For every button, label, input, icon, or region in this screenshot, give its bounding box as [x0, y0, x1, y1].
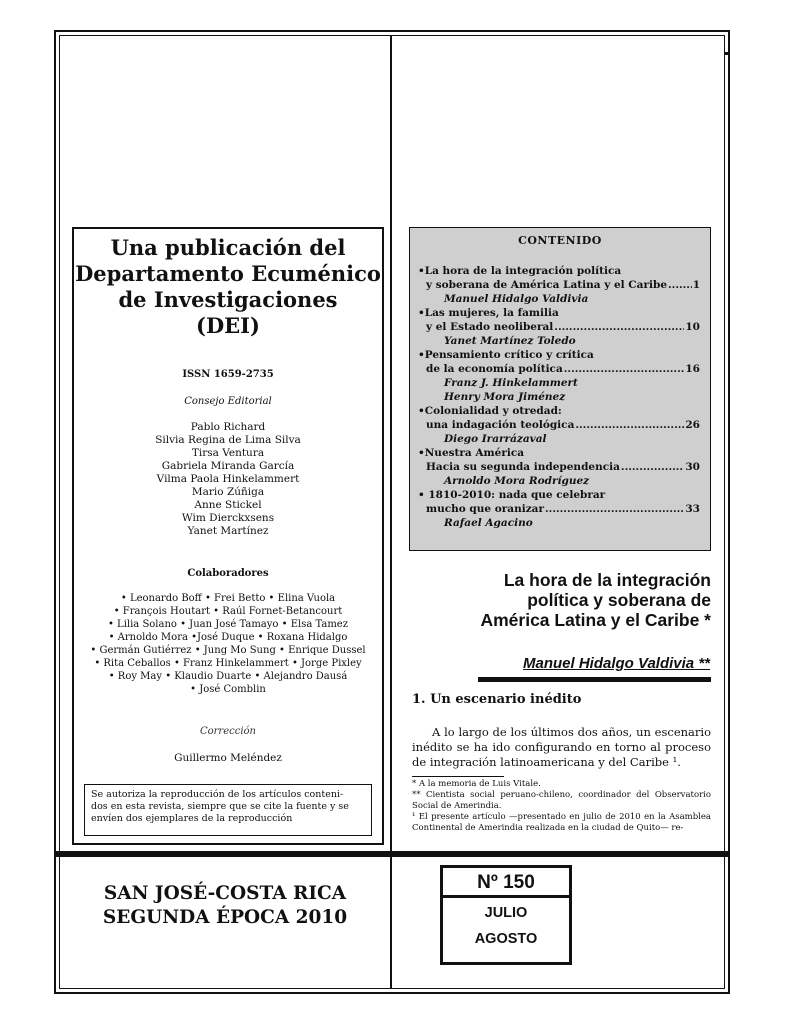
- corrector-name: Guillermo Meléndez: [174, 752, 282, 764]
- toc-item[interactable]: [418, 446, 700, 488]
- toc-author: Henry Mora Jiménez: [444, 391, 566, 403]
- contents-heading: CONTENIDO: [518, 234, 602, 247]
- colaboradores-line: • Lilia Solano • Juan José Tamayo • Elsa Tamez: [107, 619, 348, 630]
- colaboradores-line: • Rita Ceballos • Franz Hinkelammert • Jorge Pixley: [94, 658, 362, 669]
- toc-author: Yanet Martínez Toledo: [444, 335, 576, 347]
- toc-item-line: [418, 502, 700, 516]
- colaboradores-line: • François Houtart • Raúl Fornet-Betancourt: [113, 606, 343, 617]
- toc-author: Manuel Hidalgo Valdivia: [444, 293, 589, 305]
- toc-leader: [621, 460, 684, 474]
- place-line: SAN JOSÉ-COSTA RICA: [103, 883, 347, 904]
- toc-item-subtitle: mucho que oranizar: [426, 503, 545, 515]
- toc-item[interactable]: [418, 404, 700, 446]
- corner-mark: [724, 52, 730, 55]
- publication-title: [74, 235, 382, 339]
- toc-page-number: 33: [685, 503, 700, 515]
- article-title-line: política y soberana de: [527, 590, 711, 610]
- section-heading: 1. Un escenario inédito: [412, 692, 582, 707]
- toc-leader: [545, 502, 684, 516]
- colaboradores-list: [74, 592, 382, 696]
- toc-item-line: [418, 418, 700, 432]
- notice-line: dos en esta revista, siempre que se cite la fuente y se: [91, 801, 349, 812]
- toc-item-subtitle: una indagación teológica: [426, 419, 575, 431]
- footer-divider: [390, 857, 392, 989]
- toc-author: Arnoldo Mora Rodríguez: [444, 475, 590, 487]
- toc-page-number: 30: [685, 461, 700, 473]
- article-title-line: La hora de la integración: [503, 570, 711, 590]
- toc-item-line: [418, 460, 700, 474]
- toc-leader: [564, 362, 685, 376]
- article-title: [415, 570, 711, 630]
- footer-rule: [54, 851, 730, 857]
- author-underline-bar: [478, 677, 711, 682]
- publication-title-line: de Investigaciones: [118, 287, 338, 312]
- notice-line: envíen dos ejemplares de la reproducción: [91, 813, 293, 824]
- toc-author: Franz J. Hinkelammert: [444, 377, 578, 389]
- issue-box: [440, 865, 572, 965]
- issue-number: Nº 150: [443, 868, 569, 898]
- footnotes: [412, 779, 711, 834]
- edition-line: SEGUNDA ÉPOCA 2010: [102, 907, 348, 928]
- publication-title-line: Una publicación del: [110, 235, 346, 260]
- toc-leader: [668, 278, 692, 292]
- publication-title-line: (DEI): [196, 313, 260, 338]
- article-title-line: América Latina y el Caribe *: [480, 610, 711, 630]
- toc-page-number: 10: [685, 321, 700, 333]
- correccion-label: Corrección: [199, 726, 256, 737]
- consejo-member: Vilma Paola Hinkelammert: [156, 473, 300, 485]
- consejo-member: Gabriela Miranda García: [161, 460, 295, 472]
- colaboradores-line: • Arnoldo Mora •José Duque • Roxana Hidalgo: [108, 632, 348, 643]
- consejo-editorial-label: Consejo Editorial: [184, 396, 272, 407]
- consejo-member: Wim Dierckxsens: [181, 512, 275, 524]
- consejo-member: Silvia Regina de Lima Silva: [155, 434, 301, 446]
- column-divider: [390, 35, 392, 855]
- toc-item-title: •Nuestra América: [418, 447, 525, 459]
- toc-item-subtitle: Hacia su segunda independencia: [426, 461, 620, 473]
- toc-page-number: 16: [685, 363, 700, 375]
- consejo-member: Mario Zúñiga: [191, 486, 265, 498]
- toc-author: Diego Irarrázaval: [444, 433, 547, 445]
- place-edition: [60, 882, 390, 930]
- consejo-member: Yanet Martínez: [187, 525, 269, 537]
- toc-item[interactable]: [418, 348, 700, 404]
- toc-author: Rafael Agacino: [444, 517, 533, 529]
- toc-page-number: 1: [692, 279, 700, 291]
- toc-page-number: 26: [685, 419, 700, 431]
- toc-item-line: [418, 320, 700, 334]
- toc-item-subtitle: de la economía política: [426, 363, 563, 375]
- toc-item-title: •Colonialidad y otredad:: [418, 405, 562, 417]
- colaboradores-line: • Leonardo Boff • Frei Betto • Elina Vuola: [120, 593, 336, 604]
- contents-box: [409, 227, 711, 551]
- consejo-member: Tirsa Ventura: [191, 447, 265, 459]
- issue-month: JULIO: [484, 905, 528, 921]
- colaboradores-line: • Roy May • Klaudio Duarte • Alejandro Dausá: [108, 671, 348, 682]
- consejo-editorial-list: [74, 421, 382, 538]
- publication-info-box: [72, 227, 384, 845]
- footnote-rule: [412, 776, 504, 777]
- publication-title-line: Departamento Ecuménico: [75, 261, 381, 286]
- issn: ISSN 1659-2735: [182, 369, 274, 380]
- colaboradores-line: • José Comblin: [190, 684, 266, 695]
- toc-item-title: •La hora de la integración política: [418, 265, 622, 277]
- article-paragraph: A lo largo de los últimos dos años, un escenario inédito se ha ido configurando en torno al proceso de integración latinoamericana y del Caribe ¹.: [412, 725, 711, 769]
- toc-item[interactable]: [418, 488, 700, 530]
- toc-item-line: [418, 362, 700, 376]
- toc-leader: [575, 418, 684, 432]
- footnote: ** Cientista social peruano-chileno, coordinador del Observatorio Social de Amerindia.: [412, 790, 711, 811]
- footnote: ¹ El presente artículo —presentado en julio de 2010 en la Asamblea Continental de Amerindia realizada en la ciudad de Quito— re-: [412, 812, 711, 833]
- contents-list: [410, 264, 710, 530]
- issue-month: AGOSTO: [474, 931, 538, 947]
- colaboradores-line: • Germán Gutiérrez • Jung Mo Sung • Enrique Dussel: [90, 645, 366, 656]
- article-author: Manuel Hidalgo Valdivia **: [523, 655, 710, 672]
- colaboradores-label: Colaboradores: [187, 568, 269, 579]
- notice-line: Se autoriza la reproducción de los artículos conteni-: [91, 789, 344, 800]
- toc-item-line: [418, 278, 700, 292]
- toc-item-title: •Pensamiento crítico y crítica: [418, 349, 594, 361]
- reproduction-notice: [84, 784, 372, 836]
- toc-item-subtitle: y el Estado neoliberal: [426, 321, 554, 333]
- toc-item[interactable]: [418, 306, 700, 348]
- consejo-member: Pablo Richard: [190, 421, 266, 433]
- toc-item-title: • 1810-2010: nada que celebrar: [418, 489, 606, 501]
- footnote: * A la memoria de Luis Vitale.: [412, 779, 541, 789]
- toc-leader: [554, 320, 684, 334]
- toc-item-subtitle: y soberana de América Latina y el Caribe: [426, 279, 668, 291]
- toc-item-title: •Las mujeres, la familia: [418, 307, 559, 319]
- issue-months: [443, 898, 569, 952]
- consejo-member: Anne Stickel: [194, 499, 262, 511]
- toc-item[interactable]: [418, 264, 700, 306]
